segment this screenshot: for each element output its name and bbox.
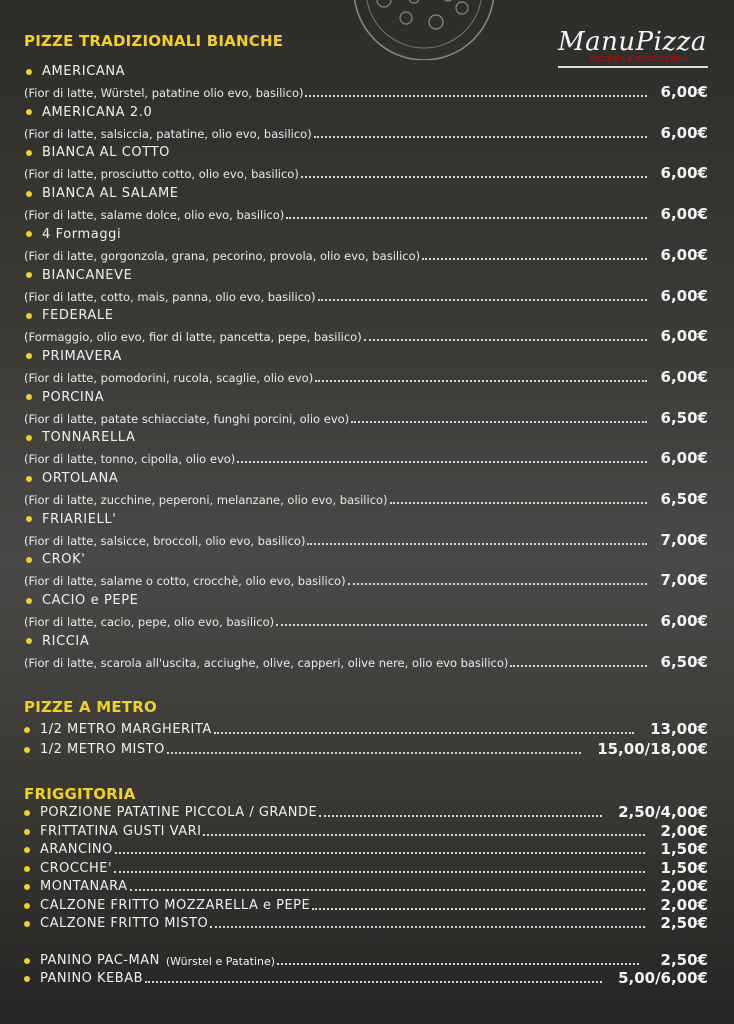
pizza-description: (Fior di latte, patate schiacciate, funghi porcini, olio evo)	[24, 411, 350, 426]
menu-item-price: 15,00/18,00€	[597, 740, 708, 758]
dotted-leader	[214, 732, 634, 734]
pizza-name-text: BIANCANEVE	[42, 267, 133, 283]
logo-brand: ManuPizza	[558, 27, 707, 57]
menu-item-name: MONTANARA	[40, 879, 128, 894]
menu-item-name: CALZONE FRITTO MISTO	[40, 916, 209, 931]
bullet-icon	[26, 353, 32, 359]
pizza-description-row	[24, 290, 649, 304]
bullet-icon	[26, 231, 32, 237]
dotted-leader	[319, 815, 602, 817]
menu-row	[24, 971, 604, 986]
logo-underline	[558, 66, 708, 68]
pizza-name-text: PORCINA	[42, 389, 105, 405]
menu-item-name: FRITTATINA GUSTI VARI	[40, 823, 202, 839]
pizza-price: 7,00€	[660, 530, 708, 549]
dotted-leader	[145, 981, 602, 983]
menu-item-name: PANINO PAC-MAN	[40, 952, 160, 968]
pizza-name-text: AMERICANA	[42, 64, 126, 79]
pizza-item-name	[26, 145, 170, 160]
bullet-icon	[24, 810, 30, 816]
dotted-leader	[351, 421, 646, 423]
pizza-description-row	[24, 86, 649, 100]
bullet-icon	[26, 150, 32, 156]
dotted-leader	[286, 217, 646, 219]
pizza-item-name	[26, 512, 116, 527]
pizza-item-name	[26, 471, 118, 486]
menu-row	[24, 842, 647, 857]
bullet-icon	[26, 598, 32, 604]
pizza-price: 6,00€	[660, 164, 708, 183]
dotted-leader	[318, 299, 647, 301]
menu-item-name: 1/2 METRO MISTO	[40, 742, 165, 757]
bullet-icon	[26, 394, 32, 400]
menu-row	[24, 953, 641, 968]
bullet-icon	[26, 191, 32, 197]
bullet-icon	[24, 976, 30, 982]
pizza-name-text: AMERICANA 2.0	[42, 104, 153, 120]
menu-item-price: 2,00€	[660, 895, 708, 914]
dotted-leader	[130, 889, 645, 891]
pizza-description-row	[24, 615, 649, 629]
bullet-icon	[26, 109, 32, 115]
pizza-name-text: TONNARELLA	[42, 430, 136, 446]
bullet-icon	[26, 557, 32, 563]
pizza-item-name	[26, 552, 85, 567]
bullet-icon	[24, 847, 30, 853]
pizza-description: (Fior di latte, tonno, cipolla, olio evo)	[24, 452, 236, 467]
section-title-pizze-a-metro: PIZZE A METRO	[24, 698, 157, 716]
pizza-description-row	[24, 208, 649, 222]
dotted-leader	[301, 176, 647, 178]
dotted-leader	[305, 95, 646, 97]
menu-row	[24, 824, 647, 839]
bullet-icon	[26, 435, 32, 441]
pizza-item-name	[26, 308, 114, 323]
pizza-description: (Fior di latte, salsicce, broccoli, olio evo, basilico)	[24, 533, 306, 548]
menu-item-note: (Würstel e Patatine)	[165, 954, 276, 968]
menu-item-price: 1,50€	[660, 840, 708, 858]
menu-item-price: 1,50€	[660, 858, 708, 877]
bullet-icon	[24, 747, 30, 753]
menu-item-name: PANINO KEBAB	[40, 971, 144, 986]
pizza-price: 6,00€	[660, 123, 708, 142]
pizza-price: 6,00€	[660, 612, 708, 631]
pizza-description-row	[24, 371, 649, 385]
bullet-icon	[26, 516, 32, 522]
pizza-description: (Fior di latte, zucchine, peperoni, melanzane, olio evo, basilico)	[24, 493, 388, 507]
menu-item-name: ARANCINO	[40, 842, 113, 857]
bullet-icon	[26, 638, 32, 644]
bullet-icon	[24, 727, 30, 733]
pizza-name-text: BIANCA AL SALAME	[42, 186, 179, 202]
manu-pizza-logo	[558, 28, 714, 72]
bullet-icon	[24, 884, 30, 890]
bullet-icon	[24, 866, 30, 872]
pizza-item-name	[26, 593, 138, 608]
menu-row	[24, 742, 583, 757]
pizza-description: (Formaggio, olio evo, fior di latte, pancetta, pepe, basilico)	[24, 330, 362, 345]
bullet-icon	[26, 313, 32, 319]
pizza-description: (Fior di latte, salame dolce, olio evo, basilico)	[24, 208, 285, 223]
menu-item-price: 13,00€	[650, 720, 708, 738]
pizza-item-name	[26, 268, 132, 283]
pizza-price: 6,00€	[660, 449, 708, 468]
pizza-description-row	[24, 412, 649, 426]
menu-row	[24, 722, 636, 737]
pizza-item-name	[26, 227, 121, 242]
pizza-description: (Fior di latte, prosciutto cotto, olio evo, basilico)	[24, 167, 299, 182]
menu-row	[24, 916, 647, 931]
bullet-icon	[24, 903, 30, 909]
pizza-description: (Fior di latte, cacio, pepe, olio evo, basilico)	[24, 615, 275, 630]
pizza-description-row	[24, 656, 649, 670]
menu-item-price: 5,00/6,00€	[618, 969, 708, 987]
pizza-description-row	[24, 534, 649, 548]
pizza-name-text: ORTOLANA	[42, 471, 119, 486]
dotted-leader	[276, 624, 646, 626]
pizza-name-text: FRIARIELL'	[42, 511, 117, 527]
menu-row	[24, 861, 647, 876]
pizza-price: 7,00€	[660, 571, 708, 590]
bullet-icon	[26, 272, 32, 278]
pizza-description: (Fior di latte, cotto, mais, panna, olio evo, basilico)	[24, 289, 316, 304]
menu-row	[24, 898, 647, 913]
pizza-description-row	[24, 493, 649, 507]
bullet-icon	[24, 921, 30, 927]
pizza-price: 6,00€	[660, 205, 708, 224]
pizza-description: (Fior di latte, Würstel, patatine olio evo, basilico)	[24, 86, 304, 100]
pizza-item-name	[26, 64, 125, 79]
menu-item-name: CALZONE FRITTO MOZZARELLA e PEPE	[40, 897, 311, 913]
menu-item-price: 2,50€	[660, 914, 708, 932]
pizza-price: 6,00€	[660, 327, 708, 346]
pizza-sketch-illustration	[344, 0, 504, 60]
menu-item-price: 2,00€	[660, 821, 708, 840]
dotted-leader	[114, 871, 644, 873]
bullet-icon	[26, 476, 32, 482]
pizza-item-name	[26, 186, 179, 201]
section-title-friggitoria: FRIGGITORIA	[24, 785, 136, 803]
menu-row	[24, 879, 647, 894]
pizza-item-name	[26, 430, 135, 445]
pizza-price: 6,00€	[660, 245, 708, 264]
pizza-description: (Fior di latte, scarola all'uscita, acciughe, olive, capperi, olive nere, olio evo basilico)	[24, 655, 509, 670]
menu-item-price: 2,50€	[660, 950, 708, 969]
bullet-icon	[24, 829, 30, 835]
menu-row	[24, 805, 604, 820]
dotted-leader	[307, 543, 646, 545]
pizza-price: 6,00€	[660, 367, 708, 386]
pizza-description-row	[24, 249, 649, 263]
pizza-price: 6,50€	[660, 490, 708, 508]
pizza-item-name	[26, 634, 89, 649]
dotted-leader	[312, 908, 644, 910]
menu-item-name: 1/2 METRO MARGHERITA	[40, 722, 212, 737]
dotted-leader	[390, 502, 647, 504]
dotted-leader	[167, 752, 581, 754]
dotted-leader	[277, 963, 638, 965]
dotted-leader	[422, 258, 646, 260]
pizza-description: (Fior di latte, gorgonzola, grana, pecorino, provola, olio evo, basilico)	[24, 248, 421, 263]
menu-item-name: CROCCHE'	[40, 860, 113, 876]
pizza-name-text: RICCIA	[42, 633, 90, 649]
dotted-leader	[314, 136, 647, 138]
dotted-leader	[348, 583, 647, 585]
pizza-description-row	[24, 330, 649, 344]
pizza-description: (Fior di latte, salame o cotto, crocchè, olio evo, basilico)	[24, 574, 346, 589]
pizza-name-text: CACIO e PEPE	[42, 593, 139, 609]
dotted-leader	[510, 665, 646, 667]
dotted-leader	[237, 461, 646, 463]
pizza-name-text: FEDERALE	[42, 308, 114, 324]
pizza-description-row	[24, 127, 649, 141]
pizza-description-row	[24, 574, 649, 588]
pizza-item-name	[26, 105, 152, 120]
dotted-leader	[364, 339, 647, 341]
dotted-leader	[115, 852, 645, 854]
pizza-name-text: CROK'	[42, 552, 86, 568]
pizza-name-text: BIANCA AL COTTO	[42, 145, 170, 161]
menu-item-price: 2,50/4,00€	[618, 803, 708, 821]
dotted-leader	[203, 834, 644, 836]
pizza-name-text: 4 Formaggi	[42, 226, 122, 242]
pizza-item-name	[26, 390, 104, 405]
pizza-item-name	[26, 349, 122, 364]
bullet-icon	[24, 958, 30, 964]
pizza-name-text: PRIMAVERA	[42, 348, 122, 364]
section-title-pizze-bianche: PIZZE TRADIZIONALI BIANCHE	[24, 32, 284, 50]
pizza-description-row	[24, 452, 649, 466]
menu-item-name: PORZIONE PATATINE PICCOLA / GRANDE	[40, 805, 318, 820]
logo-subtitle: PIZZERIA & ROSTICCERIA	[590, 56, 689, 63]
pizza-description: (Fior di latte, pomodorini, rucola, scaglie, olio evo)	[24, 370, 314, 385]
pizza-description-row	[24, 167, 649, 181]
pizza-price: 6,50€	[660, 652, 708, 671]
dotted-leader	[315, 380, 646, 382]
pizza-price: 6,50€	[660, 408, 708, 427]
pizza-price: 6,00€	[660, 286, 708, 305]
pizza-description: (Fior di latte, salsiccia, patatine, olio evo, basilico)	[24, 126, 312, 141]
pizza-price: 6,00€	[660, 83, 708, 101]
menu-item-price: 2,00€	[660, 877, 708, 895]
dotted-leader	[210, 926, 644, 928]
bullet-icon	[26, 69, 32, 75]
